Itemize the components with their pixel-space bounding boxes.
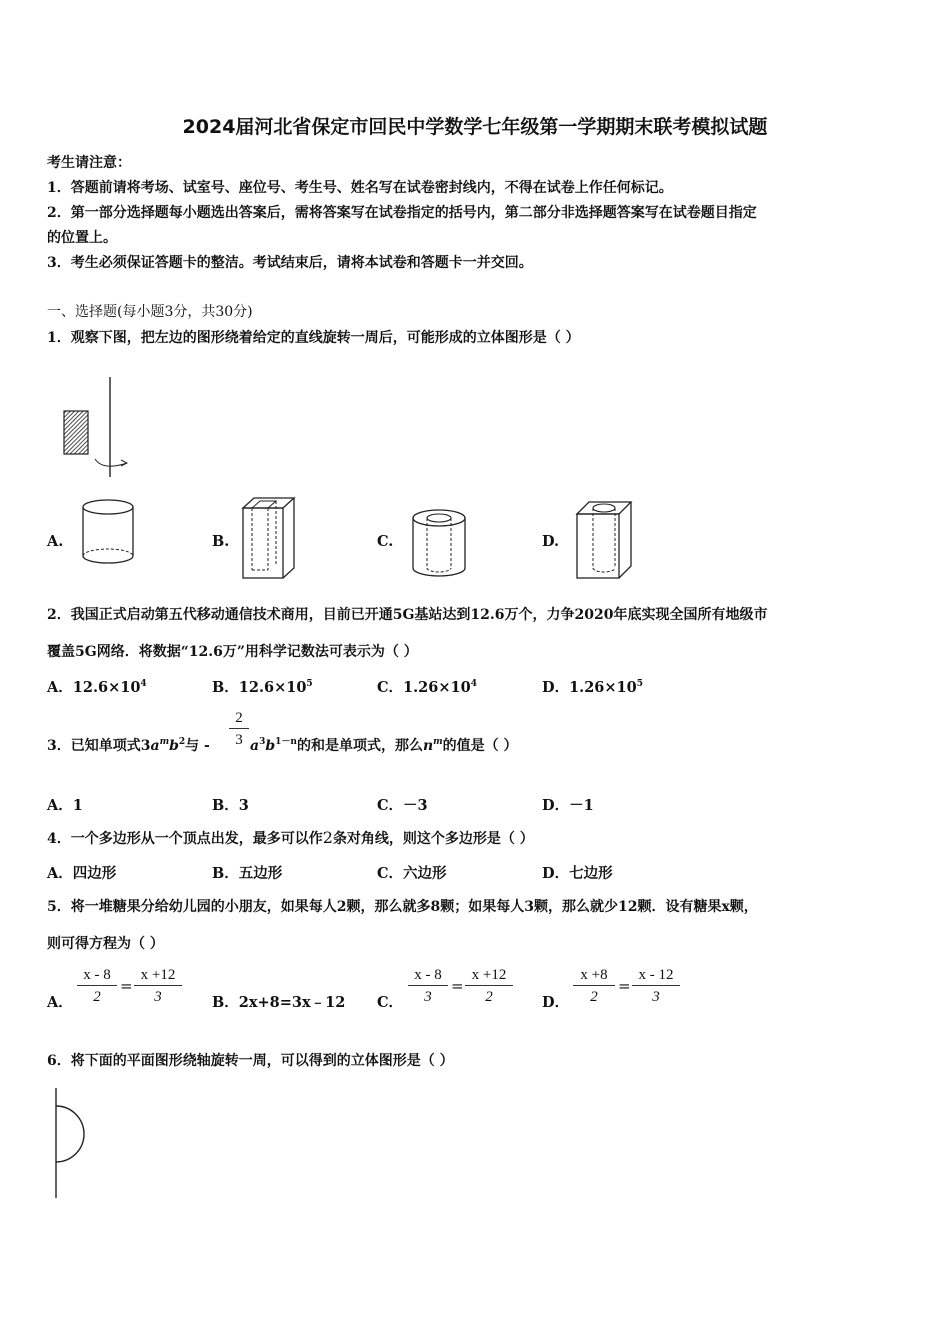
notice-heading: 考生请注意： — [47, 155, 131, 171]
notice-item-1: 1．答题前请将考场、试室号、座位号、考生号、姓名写在试卷密封线内，不得在试卷上作任何标记。 — [47, 180, 673, 196]
q5-a-equals: = — [120, 977, 133, 995]
q4-stem: 4．一个多边形从一个顶点出发，最多可以作2条对角线，则这个多边形是（ ） — [47, 828, 534, 847]
q2-option-b: B．$12.6\times 10^5$ — [212, 679, 313, 696]
notice-item-2b: 的位置上。 — [47, 230, 117, 246]
q6-semicircle-axis-figure — [50, 1088, 90, 1200]
q5-c-fraction-left: $\frac{x - 8}{3}$ — [408, 965, 448, 1008]
q4-option-a: A．四边形 — [47, 865, 117, 882]
q1-option-c-label: C. — [377, 533, 394, 550]
q4-option-c: C．六边形 — [377, 865, 447, 882]
q2-option-a: A．$12.6\times 10^4$ — [47, 679, 147, 696]
q1-option-d-label: D. — [542, 533, 560, 550]
q5-a-fraction-left: $\frac{x - 8}{2}$ — [77, 965, 117, 1008]
q5-d-fraction-left: $\frac{x +8}{2}$ — [573, 965, 615, 1008]
q5-stem-line2: 则可得方程为（ ） — [47, 936, 164, 952]
q6-stem: 6．将下面的平面图形绕轴旋转一周，可以得到的立体图形是（ ） — [47, 1053, 454, 1069]
q5-option-c-label: C． — [377, 994, 404, 1011]
q2-option-d: D．$1.26\times 10^5$ — [542, 679, 643, 696]
q5-option-d-label: D． — [542, 994, 570, 1011]
notice-item-2a: 2．第一部分选择题每小题选出答案后，需将答案写在试卷指定的括号内，第二部分非选择题答案写在试卷题目指定 — [47, 205, 757, 221]
q2-option-c: C．$1.26\times 10^4$ — [377, 679, 477, 696]
q5-d-fraction-right: $\frac{x - 12}{3}$ — [632, 965, 680, 1008]
q1-rotation-figure — [55, 375, 145, 485]
q5-option-b: B．2x+8=3x﹣12 — [212, 994, 346, 1011]
q2-stem-line1: 2．我国正式启动第五代移动通信技术商用，目前已开通5G基站达到12.6万个，力争2020年底实现全国所有地级市 — [47, 607, 768, 623]
shaded-rectangle — [64, 411, 88, 454]
q2-stem-line2: 覆盖5G网络．将数据“12.6万”用科学记数法可表示为（ ） — [47, 644, 418, 660]
page-title: 2024届河北省保定市回民中学数学七年级第一学期期末联考模拟试题 — [182, 116, 768, 138]
q3-option-d: D．－1 — [542, 797, 594, 814]
q5-a-fraction-right: $\frac{x +12}{3}$ — [134, 965, 182, 1008]
q5-option-a-label: A． — [47, 994, 73, 1011]
q5-c-equals: = — [451, 977, 464, 995]
q4-option-b: B．五边形 — [212, 865, 283, 882]
q1-option-c-hollow-cylinder — [410, 508, 468, 578]
q3-option-c: C．－3 — [377, 797, 428, 814]
q3-option-b: B．3 — [212, 797, 249, 814]
q5-d-equals: = — [618, 977, 631, 995]
q1-option-b-label: B. — [212, 533, 230, 550]
q3-fraction: $\frac{2}{3}$ — [229, 708, 249, 751]
section-heading: 一、选择题(每小题3分，共30分) — [47, 304, 253, 320]
q1-option-a-cylinder — [80, 498, 136, 566]
q1-stem: 1．观察下图，把左边的图形绕着给定的直线旋转一周后，可能形成的立体图形是（ ） — [47, 330, 580, 346]
q1-option-b-box-with-prism-hole — [238, 496, 300, 582]
q1-option-a-label: A. — [47, 533, 64, 550]
q5-stem-line1: 5．将一堆糖果分给幼儿园的小朋友，如果每人2颗，那么就多8颗；如果每人3颗，那么就少12颗．设有糖果x颗， — [47, 899, 758, 915]
notice-item-3: 3．考生必须保证答题卡的整洁。考试结束后，请将本试卷和答题卡一并交回。 — [47, 255, 533, 271]
q5-c-fraction-right: $\frac{x +12}{2}$ — [465, 965, 513, 1008]
q1-option-d-box-with-cylinder-hole — [572, 500, 636, 582]
semicircle — [56, 1106, 84, 1162]
q3-stem-part2: $a^3b^{1-n}$的和是单项式，那么$n^m$的值是（ ） — [250, 737, 518, 754]
q3-option-a: A．1 — [47, 797, 83, 814]
q3-stem-part1: 3．已知单项式$3a^mb^2$与 - — [47, 737, 210, 754]
q4-option-d: D．七边形 — [542, 865, 613, 882]
